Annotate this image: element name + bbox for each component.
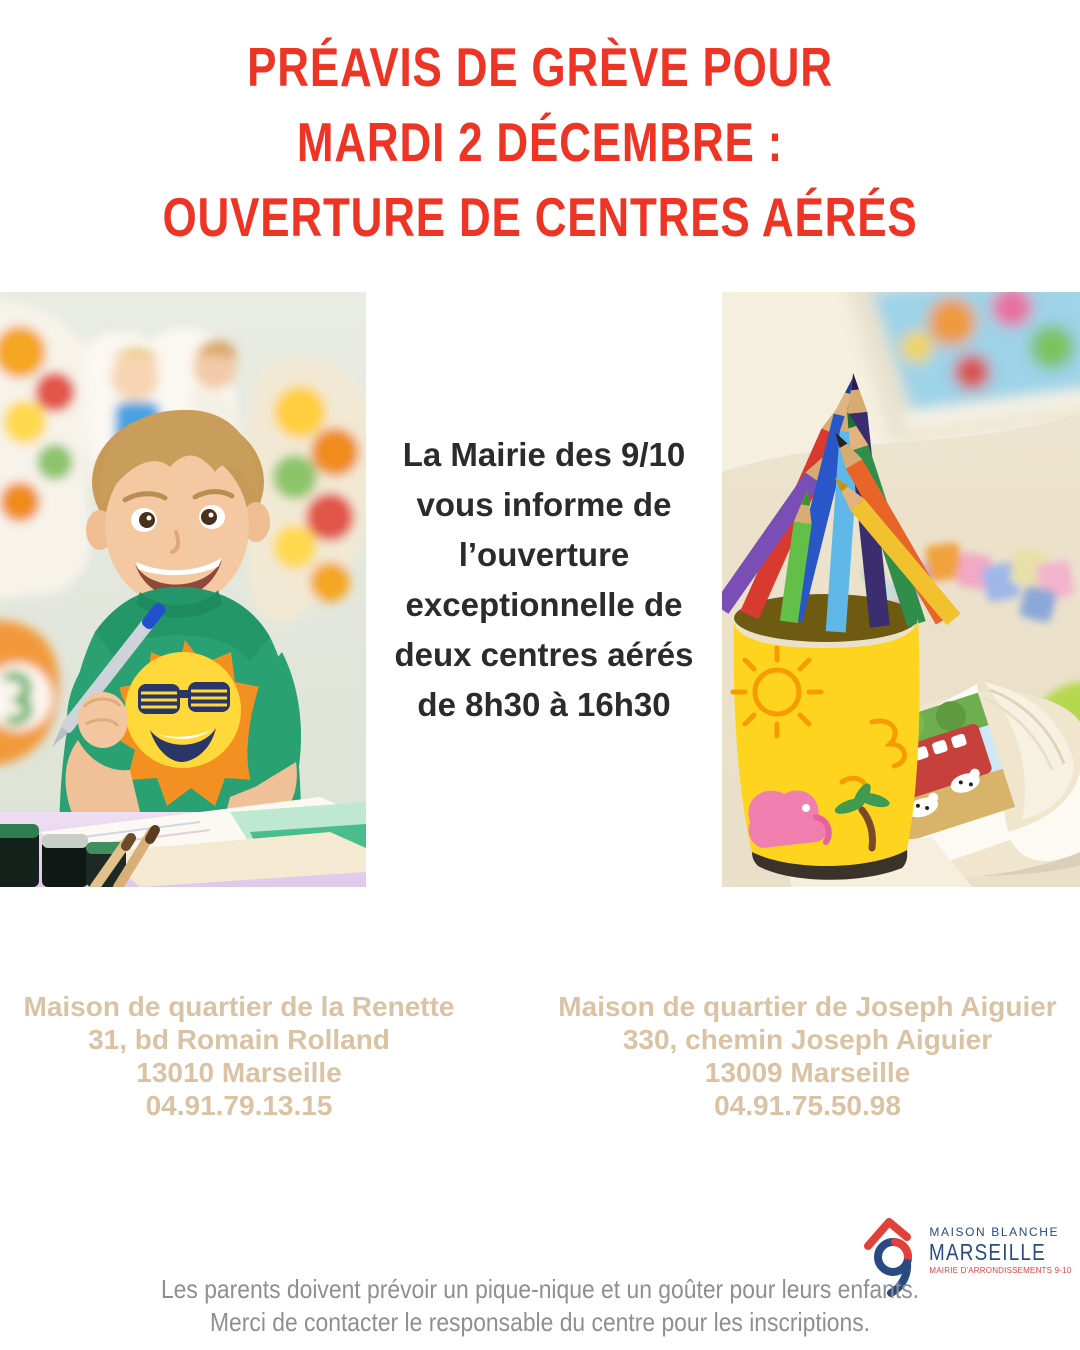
announcement-line: vous informe de [416, 486, 672, 523]
center-name: Maison de quartier de la Renette [23, 991, 455, 1022]
center-info-renette [0, 990, 478, 1122]
poster-title [0, 30, 1080, 255]
logo-mairie-arrondissements: MAIRIE D'ARRONDISSEMENTS 9-10 [929, 1266, 1072, 1275]
footer-line: Les parents doivent prévoir un pique-nique et un goûter pour leurs enfants. [160, 1274, 920, 1304]
center-info-joseph-aiguier [535, 990, 1080, 1122]
poster-title-line: OUVERTURE DE CENTRES AÉRÉS [162, 186, 918, 248]
announcement-text [368, 430, 720, 730]
center-city: 13010 Marseille [136, 1057, 342, 1088]
footer-line: Merci de contacter le responsable du centre pour les inscriptions. [209, 1307, 871, 1337]
logo-maison-blanche: MAISON BLANCHE [929, 1225, 1060, 1239]
announcement-line: deux centres aérés [394, 636, 694, 673]
logo-marseille: MARSEILLE [929, 1239, 1047, 1265]
center-name: Maison de quartier de Joseph Aiguier [558, 991, 1057, 1022]
center-phone: 04.91.79.13.15 [145, 1090, 333, 1121]
logo-text [929, 1225, 1072, 1275]
announcement-line: de 8h30 à 16h30 [417, 686, 671, 723]
poster-title-line: PRÉAVIS DE GRÈVE POUR [247, 36, 833, 98]
announcement-line: La Mairie des 9/10 [402, 436, 686, 473]
child-drawing-illustration [0, 292, 366, 887]
center-street: 330, chemin Joseph Aiguier [622, 1024, 993, 1055]
center-phone: 04.91.75.50.98 [714, 1090, 901, 1121]
poster-title-line: MARDI 2 DÉCEMBRE : [296, 111, 784, 173]
announcement-line: l’ouverture [458, 536, 630, 573]
announcement-line: exceptionnelle de [405, 586, 683, 623]
footer-note [0, 1273, 1080, 1339]
center-street: 31, bd Romain Rolland [88, 1024, 390, 1055]
photo-colored-pencils [722, 292, 1080, 887]
center-city: 13009 Marseille [704, 1057, 911, 1088]
colored-pencils-illustration [722, 292, 1080, 887]
photo-child-drawing [0, 292, 366, 887]
